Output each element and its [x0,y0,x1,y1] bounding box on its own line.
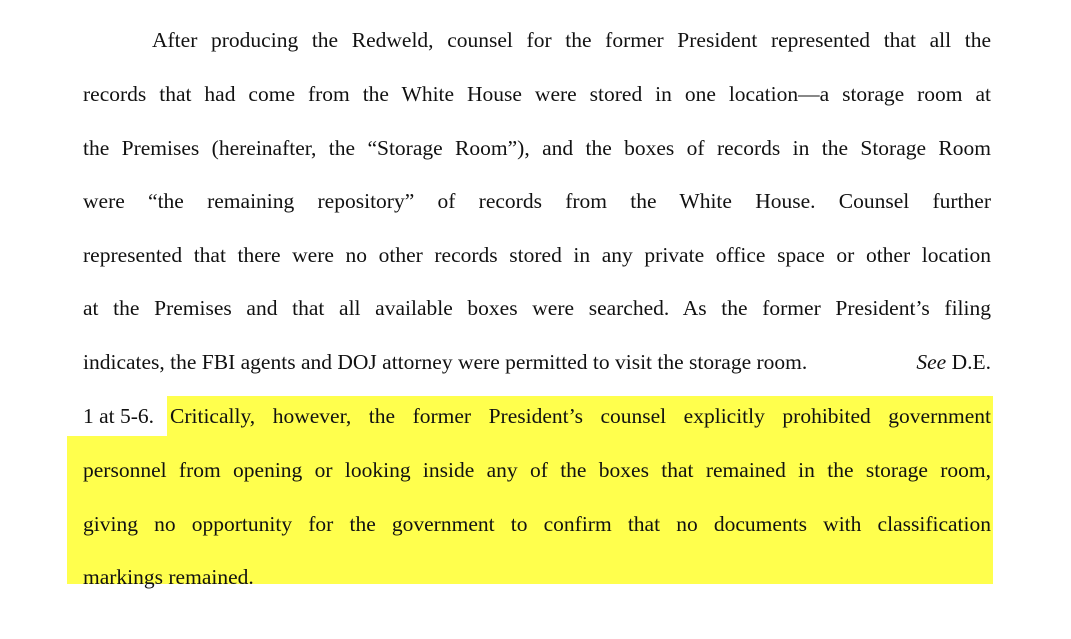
paragraph-line-8-prefix: 1 at 5-6. [83,404,160,428]
paragraph-line-5: represented that there were no other records stored in any private office space or other location [83,243,991,267]
paragraph-line-2: records that had come from the White House were stored in one location—a storage room at [83,82,991,106]
highlighted-line-1: Critically, however, the former President’s counsel explicitly prohibited government [170,404,991,428]
highlighted-line-4: markings remained. [83,565,254,589]
paragraph-line-4: were “the remaining repository” of records from the White House. Counsel further [83,189,991,213]
paragraph-line-3: the Premises (hereinafter, the “Storage Room”), and the boxes of records in the Storage Room [83,136,991,160]
citation-ref: D.E. [951,350,991,374]
highlighted-line-3: giving no opportunity for the government to confirm that no documents with classification [83,512,991,536]
line-7-text: indicates, the FBI agents and DOJ attorney were permitted to visit the storage room. [83,350,808,374]
highlighted-line-2: personnel from opening or looking inside any of the boxes that remained in the storage room, [83,458,991,482]
paragraph-line-6: at the Premises and that all available boxes were searched. As the former President’s filing [83,296,991,320]
citation [908,348,991,376]
paragraph-line-1: After producing the Redweld, counsel for the former President represented that all the [152,28,991,52]
paragraph-line-7 [83,348,991,376]
citation-signal: See [916,350,947,374]
